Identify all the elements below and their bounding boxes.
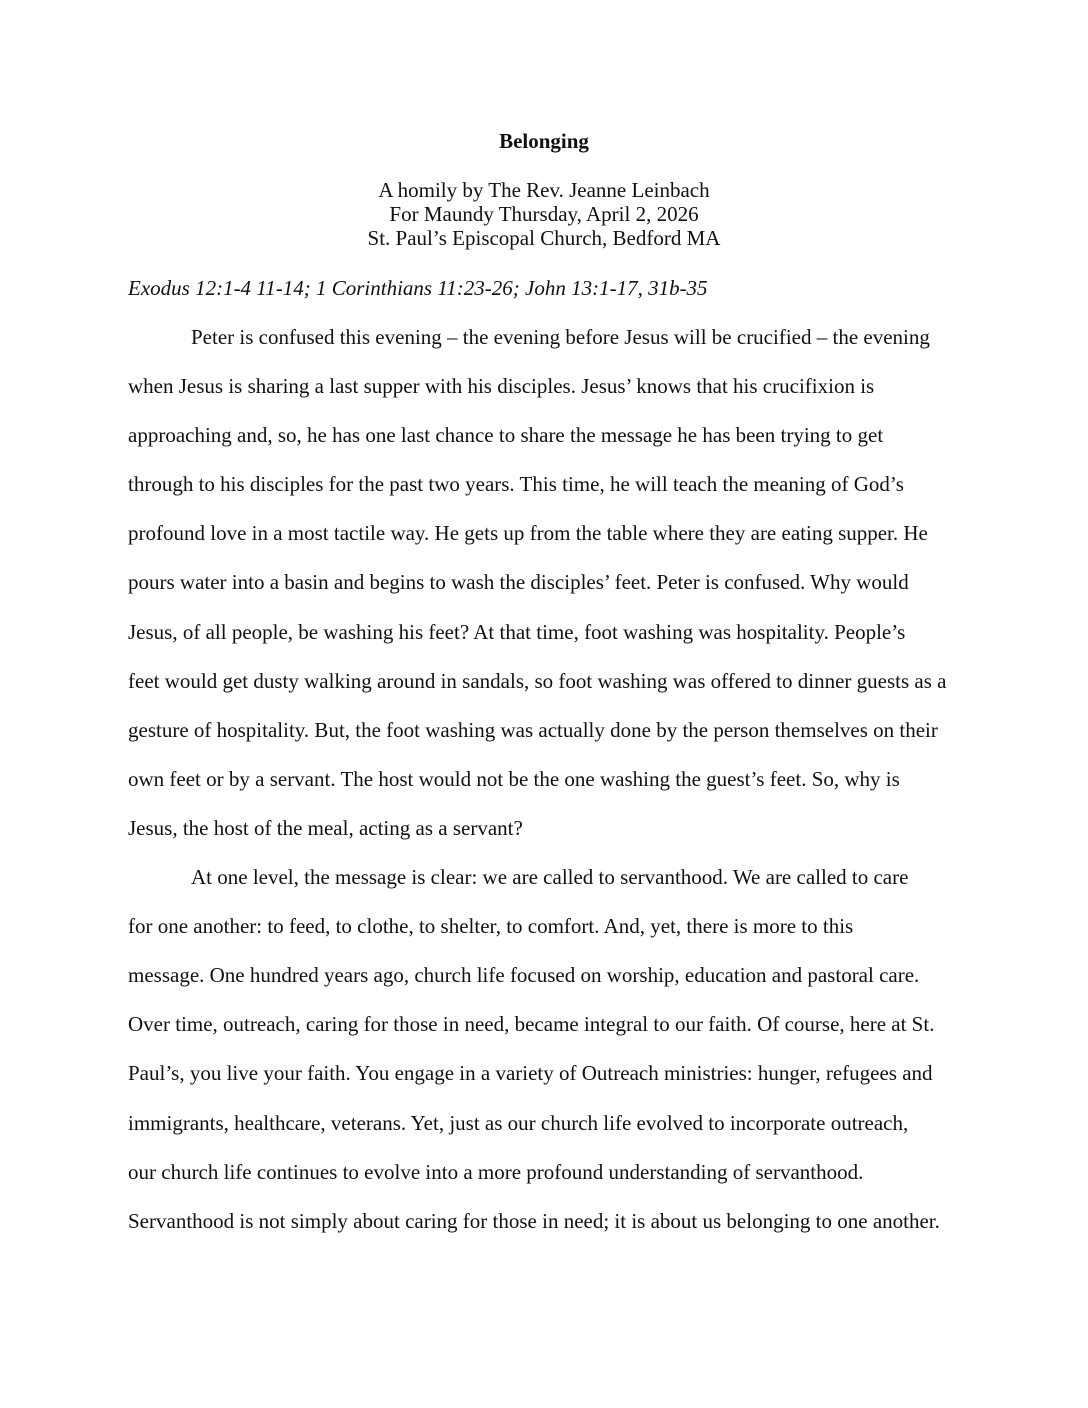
paragraph-line: pours water into a basin and begins to wash the disciples’ feet. Peter is confused. Why would [128, 570, 909, 595]
paragraph-line: when Jesus is sharing a last supper with his disciples. Jesus’ knows that his crucifixion is [128, 374, 875, 399]
paragraph-line: message. One hundred years ago, church life focused on worship, education and pastoral care. [128, 963, 920, 988]
paragraph-line: At one level, the message is clear: we are called to servanthood. We are called to care [191, 865, 909, 890]
paragraph-line: gesture of hospitality. But, the foot washing was actually done by the person themselves on their [128, 717, 938, 742]
paragraph-line: Servanthood is not simply about caring for those in need; it is about us belonging to one another. [128, 1208, 940, 1233]
paragraph-line: feet would get dusty walking around in sandals, so foot washing was offered to dinner guests as a [128, 668, 947, 693]
paragraph-line: profound love in a most tactile way. He gets up from the table where they are eating supper. He [128, 521, 928, 546]
byline-church: St. Paul’s Episcopal Church, Bedford MA [367, 226, 721, 250]
paragraph-line: own feet or by a servant. The host would not be the one washing the guest’s feet. So, why is [128, 766, 900, 791]
paragraph-line: for one another: to feed, to clothe, to shelter, to comfort. And, yet, there is more to this [128, 914, 854, 939]
paragraph-line: Jesus, of all people, be washing his feet? At that time, foot washing was hospitality. People’s [128, 619, 906, 644]
paragraph-line: our church life continues to evolve into a more profound understanding of servanthood. [128, 1159, 864, 1184]
paragraph-line: through to his disciples for the past two years. This time, he will teach the meaning of God’s [128, 472, 904, 497]
paragraph-line: Jesus, the host of the meal, acting as a servant? [128, 815, 523, 840]
paragraph-line: Over time, outreach, caring for those in need, became integral to our faith. Of course, here at St. [128, 1012, 935, 1037]
paragraph-line: immigrants, healthcare, veterans. Yet, just as our church life evolved to incorporate outreach, [128, 1110, 909, 1135]
paragraph-line: Paul’s, you live your faith. You engage in a variety of Outreach ministries: hunger, refugees and [128, 1061, 933, 1086]
byline-author: A homily by The Rev. Jeanne Leinbach [378, 178, 710, 202]
page-title: Belonging [499, 129, 589, 153]
paragraph-line: approaching and, so, he has one last chance to share the message he has been trying to get [128, 423, 884, 448]
homily-byline [0, 178, 1088, 250]
homily-body [128, 324, 968, 1257]
byline-occasion: For Maundy Thursday, April 2, 2026 [389, 202, 699, 226]
paragraph-line: Peter is confused this evening – the evening before Jesus will be crucified – the evening [191, 325, 930, 349]
scripture-readings: Exodus 12:1-4 11-14; 1 Corinthians 11:23-26; John 13:1-17, 31b-35 [128, 276, 708, 300]
